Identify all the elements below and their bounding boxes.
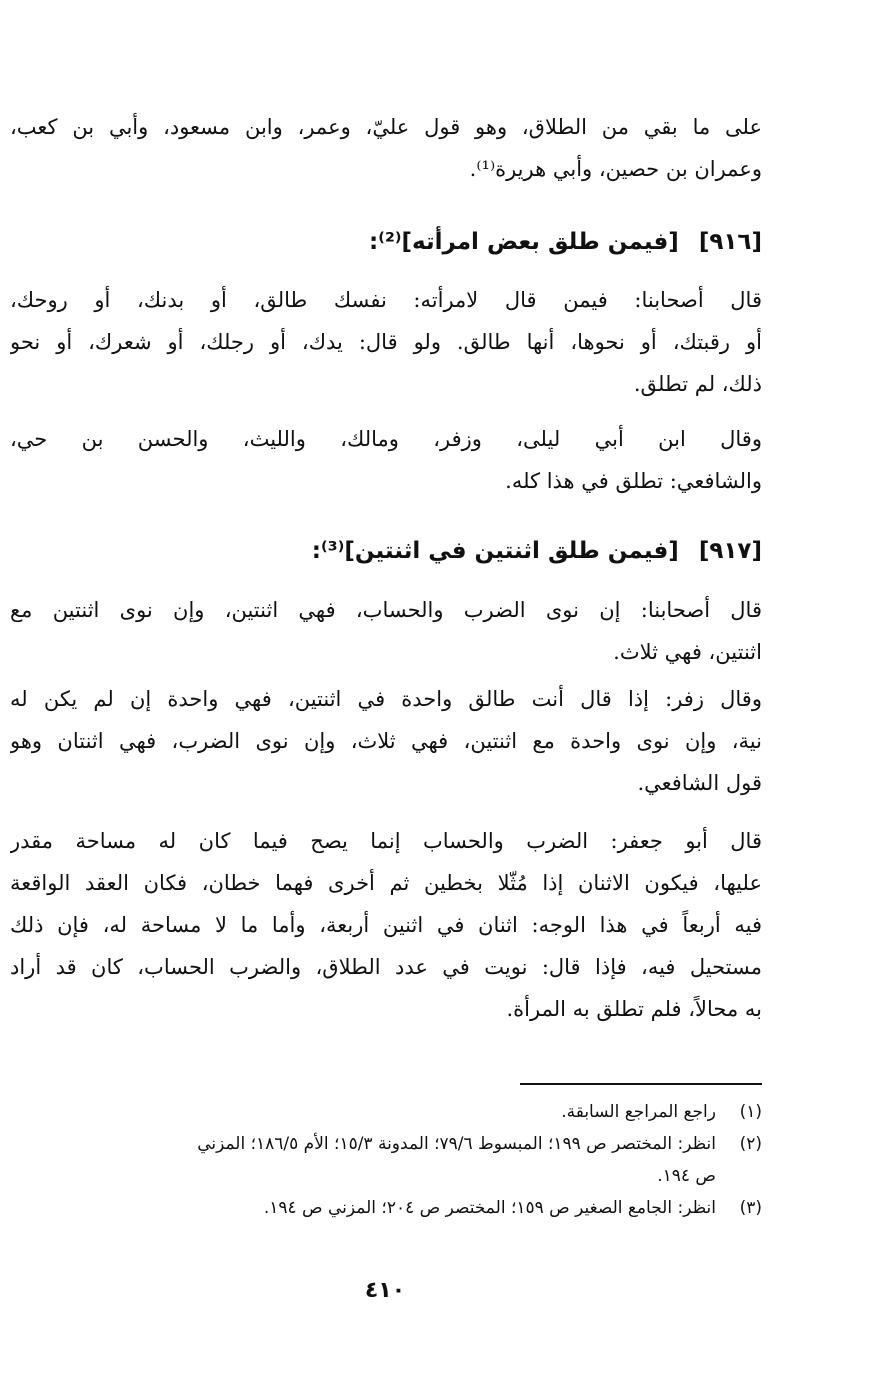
text-line: قال أبو جعفر: الضرب والحساب إنما يصح فيما كان له مساحة مقدر <box>10 829 762 853</box>
text-line: والشافعي: تطلق في هذا كله. <box>505 469 762 493</box>
text-line: عليها، فيكون الاثنان إذا مُثّلا بخطين ثم أخرى فهما خطان، فكان العقد الواقعة <box>10 871 762 895</box>
page-number: ٤١٠ <box>364 1278 406 1303</box>
section-917-paragraph-1 <box>10 589 762 673</box>
text-line: مستحيل فيه، فإذا قال: نويت في عدد الطلاق، والضرب الحساب، كان قد أراد <box>10 955 762 979</box>
text-line: اثنتين، فهي ثلاث. <box>613 640 762 664</box>
footnote-2 <box>10 1128 762 1192</box>
text-line: فيه أربعاً في هذا الوجه: اثنان في اثنين أربعة، وأما ما لا مساحة له، فإن ذلك <box>10 913 762 937</box>
section-heading-916 <box>200 222 762 262</box>
footnote-marker: (٣) <box>739 1198 762 1218</box>
footnote-3 <box>10 1192 762 1224</box>
section-916-paragraph-1 <box>10 279 762 405</box>
section-title: [فيمن طلق اثنتين في اثنتين]⁽³⁾: <box>311 538 679 564</box>
footnote-line: انظر: الجامع الصغير ص ١٥٩؛ المختصر ص ٢٠٤؛ المزني ص ١٩٤. <box>263 1198 716 1218</box>
text-line: به محالاً، فلم تطلق به المرأة. <box>506 997 762 1021</box>
section-heading-917 <box>200 531 762 571</box>
section-title: [فيمن طلق بعض امرأته]⁽²⁾: <box>369 229 679 255</box>
text-line: أو رقبتك، أو نحوها، أنها طالق. ولو قال: يدك، أو رجلك، أو شعرك، أو نحو <box>10 330 762 354</box>
text-line: وقال ابن أبي ليلى، وزفر، ومالك، والليث، والحسن بن حي، <box>10 427 762 451</box>
text-line: قال أصحابنا: إن نوى الضرب والحساب، فهي اثنتين، وإن نوى اثنتين مع <box>10 598 762 622</box>
footnote-text <box>10 1192 716 1224</box>
footnote-line: ص ١٩٤. <box>657 1166 716 1186</box>
text-line: نية، وإن نوى واحدة مع اثنتين، فهي ثلاث، وإن نوى الضرب، فهي اثنتان وهو <box>10 729 762 753</box>
section-number: [٩١٦] <box>698 229 762 255</box>
text-line: وعمران بن حصين، وأبي هريرة⁽¹⁾. <box>469 157 762 181</box>
footnote-marker: (٢) <box>739 1134 762 1154</box>
text-line: قال أصحابنا: فيمن قال لامرأته: نفسك طالق، أو بدنك، أو روحك، <box>10 288 762 312</box>
text-line: ذلك، لم تطلق. <box>633 372 762 396</box>
text-line: قول الشافعي. <box>637 771 762 795</box>
footnote-line: راجع المراجع السابقة. <box>561 1102 716 1122</box>
footnotes <box>10 1096 762 1224</box>
section-917-paragraph-2 <box>10 678 762 804</box>
text-line: وقال زفر: إذا قال أنت طالق واحدة في اثنتين، فهي واحدة إن لم يكن له <box>10 687 762 711</box>
footnote-line: انظر: المختصر ص ١٩٩؛ المبسوط ٧٩/٦؛ المدونة ١٥/٣؛ الأم ١٨٦/٥؛ المزني <box>197 1134 716 1154</box>
footnote-marker: (١) <box>739 1102 762 1122</box>
section-number: [٩١٧] <box>698 538 762 564</box>
section-916-paragraph-2 <box>10 418 762 502</box>
footnote-1 <box>10 1096 762 1128</box>
intro-paragraph <box>10 106 762 190</box>
footnote-text <box>10 1128 716 1192</box>
section-917-paragraph-3 <box>10 820 762 1030</box>
text-line: على ما بقي من الطلاق، وهو قول عليّ، وعمر، وابن مسعود، وأبي بن كعب، <box>10 115 762 139</box>
footnote-separator <box>520 1083 762 1085</box>
footnote-text <box>10 1096 716 1128</box>
